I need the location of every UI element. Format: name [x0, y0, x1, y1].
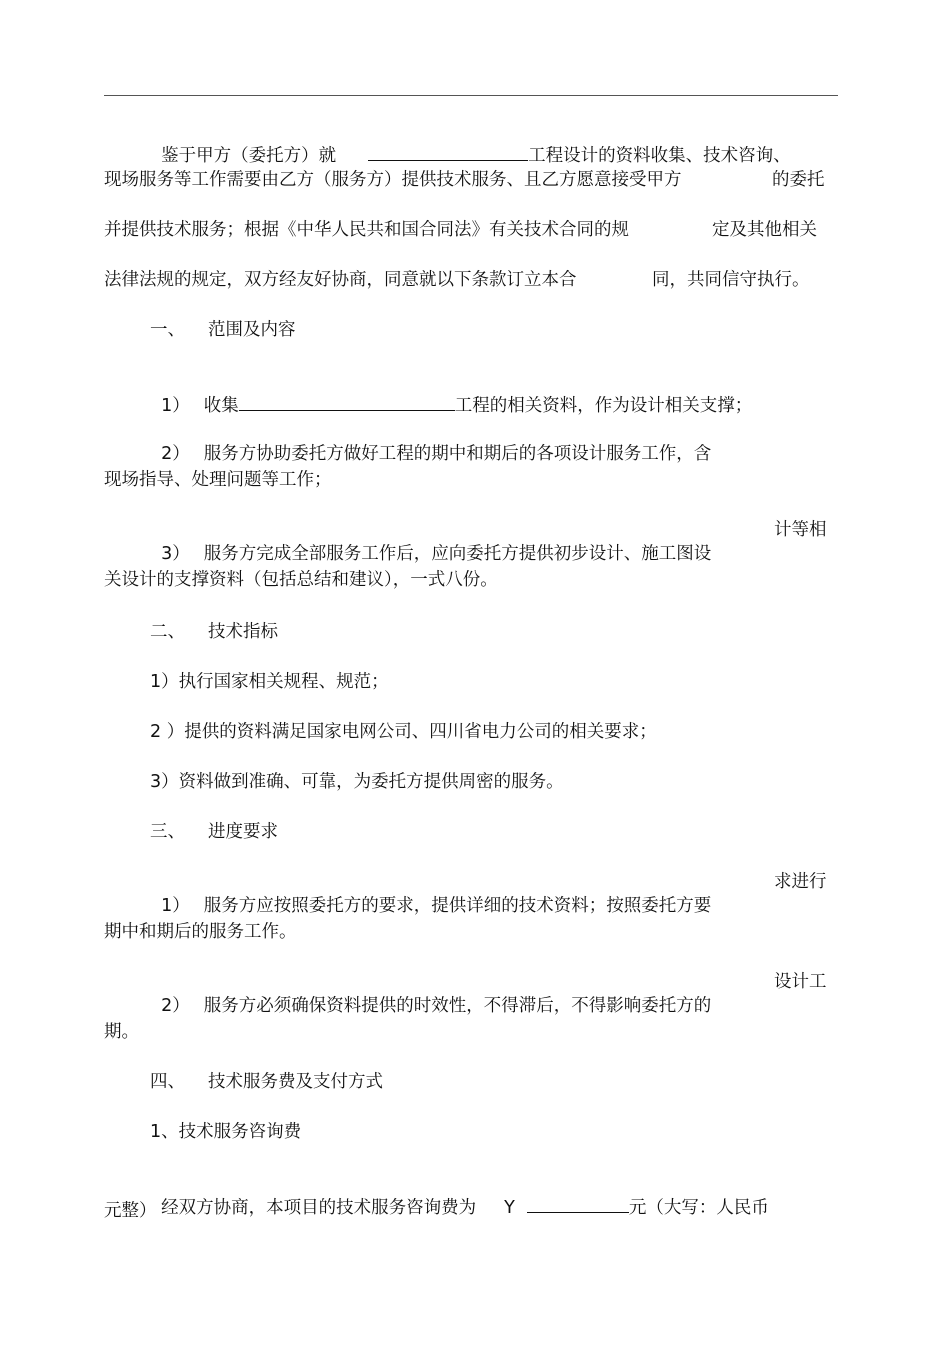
fee-amount-blank[interactable]	[527, 1194, 629, 1213]
section-3-item-2-cont: 期。	[104, 1022, 139, 1042]
section-2-item-2: 2 ）提供的资料满足国家电网公司、四川省电力公司的相关要求；	[150, 722, 657, 742]
currency-symbol: Y	[504, 1198, 515, 1218]
section-3-item-1-cont: 期中和期后的服务工作。	[104, 922, 297, 942]
section-4-number: 四、	[150, 1072, 185, 1092]
project-name-blank-2[interactable]	[239, 392, 455, 411]
intro-text: 工程设计的资料收集、技术咨询、	[528, 146, 791, 166]
section-1-item-3: 3） 服务方完成全部服务工作后，应向委托方提供初步设计、施工图设	[161, 544, 712, 564]
section-1-item-3b: 计等相	[774, 520, 827, 540]
section-1-item-1: 1） 收集 工程的相关资料，作为设计相关支撑；	[150, 368, 752, 392]
intro-line-1	[150, 118, 791, 166]
section-3-item-2b: 设计工	[774, 972, 827, 992]
intro-text: 鉴于甲方（委托方）就	[161, 146, 337, 166]
section-2-item-1: 1）执行国家相关规程、规范；	[150, 672, 389, 692]
project-name-blank[interactable]	[368, 142, 528, 161]
intro-line-4: 法律法规的规定，双方经友好协商，同意就以下条款订立本合	[104, 270, 577, 290]
section-1-item-2: 2） 服务方协助委托方做好工程的期中和期后的各项设计服务工作，含	[161, 444, 712, 464]
intro-line-2b: 的委托	[772, 170, 825, 190]
fee-line: 经双方协商，本项目的技术服务咨询费为 Y 元（大写：人民币	[150, 1170, 769, 1194]
section-2-title: 技术指标	[208, 622, 278, 642]
section-3-item-1b: 求进行	[774, 872, 827, 892]
section-2-number: 二、	[150, 622, 185, 642]
section-3-item-1: 1） 服务方应按照委托方的要求，提供详细的技术资料；按照委托方要	[161, 896, 712, 916]
intro-line-3b: 定及其他相关	[712, 220, 817, 240]
section-2-item-3: 3）资料做到准确、可靠，为委托方提供周密的服务。	[150, 772, 564, 792]
section-3-number: 三、	[150, 822, 185, 842]
section-1-title: 范围及内容	[208, 320, 296, 340]
section-4-sub-1: 1、技术服务咨询费	[150, 1122, 302, 1142]
header-rule	[104, 95, 838, 96]
section-4-title: 技术服务费及支付方式	[208, 1072, 383, 1092]
section-1-item-3-cont: 关设计的支撑资料（包括总结和建议），一式八份。	[104, 570, 498, 590]
section-1-number: 一、	[150, 320, 185, 340]
intro-line-4b: 同，共同信守执行。	[652, 270, 810, 290]
intro-line-3: 并提供技术服务；根据《中华人民共和国合同法》有关技术合同的规	[104, 220, 629, 240]
intro-line-2: 现场服务等工作需要由乙方（服务方）提供技术服务、且乙方愿意接受甲方	[104, 170, 682, 190]
section-3-item-2: 2） 服务方必须确保资料提供的时效性，不得滞后，不得影响委托方的	[161, 996, 712, 1016]
section-1-item-2-cont: 现场指导、处理问题等工作；	[104, 470, 332, 490]
section-3-title: 进度要求	[208, 822, 278, 842]
fee-line-cont: 元整）	[104, 1201, 157, 1221]
